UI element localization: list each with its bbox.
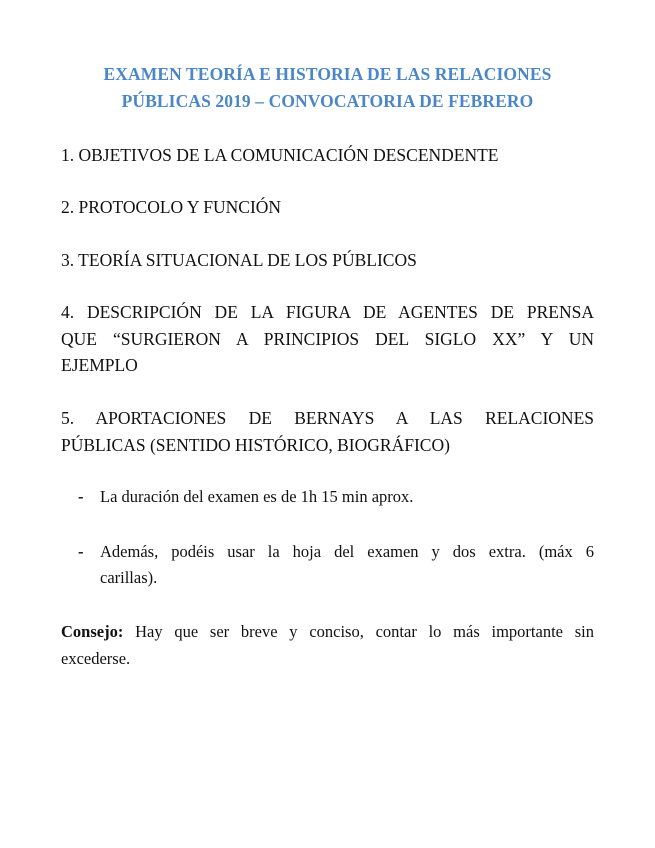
note-duration-text: La duración del examen es de 1h 15 min aprox. — [100, 487, 414, 506]
note-sheets-line-2: carillas). — [100, 568, 158, 587]
question-4-line-2: QUE “SURGIERON A PRINCIPIOS DEL SIGLO XX” Y UN — [61, 328, 594, 349]
question-3 — [61, 247, 594, 274]
question-2-line-1: 2. PROTOCOLO Y FUNCIÓN — [61, 197, 282, 217]
question-5-line-1: 5. APORTACIONES DE BERNAYS A LAS RELACIONES — [61, 408, 594, 428]
question-5 — [61, 405, 594, 458]
question-3-line-1: 3. TEORÍA SITUACIONAL DE LOS PÚBLICOS — [61, 250, 417, 270]
question-4-line-3: EJEMPLO — [61, 355, 138, 375]
title-line-2: PÚBLICAS 2019 – CONVOCATORIA DE FEBRERO — [121, 91, 534, 111]
advice-line-1: Hay que ser breve y conciso, contar lo más importante sin — [123, 622, 594, 641]
question-4-line-1: 4. DESCRIPCIÓN DE LA FIGURA DE AGENTES DE PRENSA — [61, 302, 594, 322]
question-1 — [61, 142, 594, 169]
question-2 — [61, 194, 594, 221]
question-4 — [61, 299, 594, 379]
document-title — [60, 61, 595, 115]
bullet-dash: - — [78, 542, 84, 561]
title-line-1: EXAMEN TEORÍA E HISTORIA DE LAS RELACIONES — [103, 64, 552, 84]
advice-line-2: excederse. — [61, 649, 131, 668]
advice-label: Consejo: — [61, 622, 124, 641]
question-1-line-1: 1. OBJETIVOS DE LA COMUNICACIÓN DESCENDENTE — [61, 145, 499, 165]
bullet-dash: - — [78, 487, 84, 506]
question-5-line-2: PÚBLICAS (SENTIDO HISTÓRICO, BIOGRÁFICO) — [61, 434, 450, 455]
note-sheets-line-1: Además, podéis usar la hoja del examen y dos extra. (máx 6 — [100, 542, 594, 561]
advice-paragraph — [61, 618, 594, 672]
